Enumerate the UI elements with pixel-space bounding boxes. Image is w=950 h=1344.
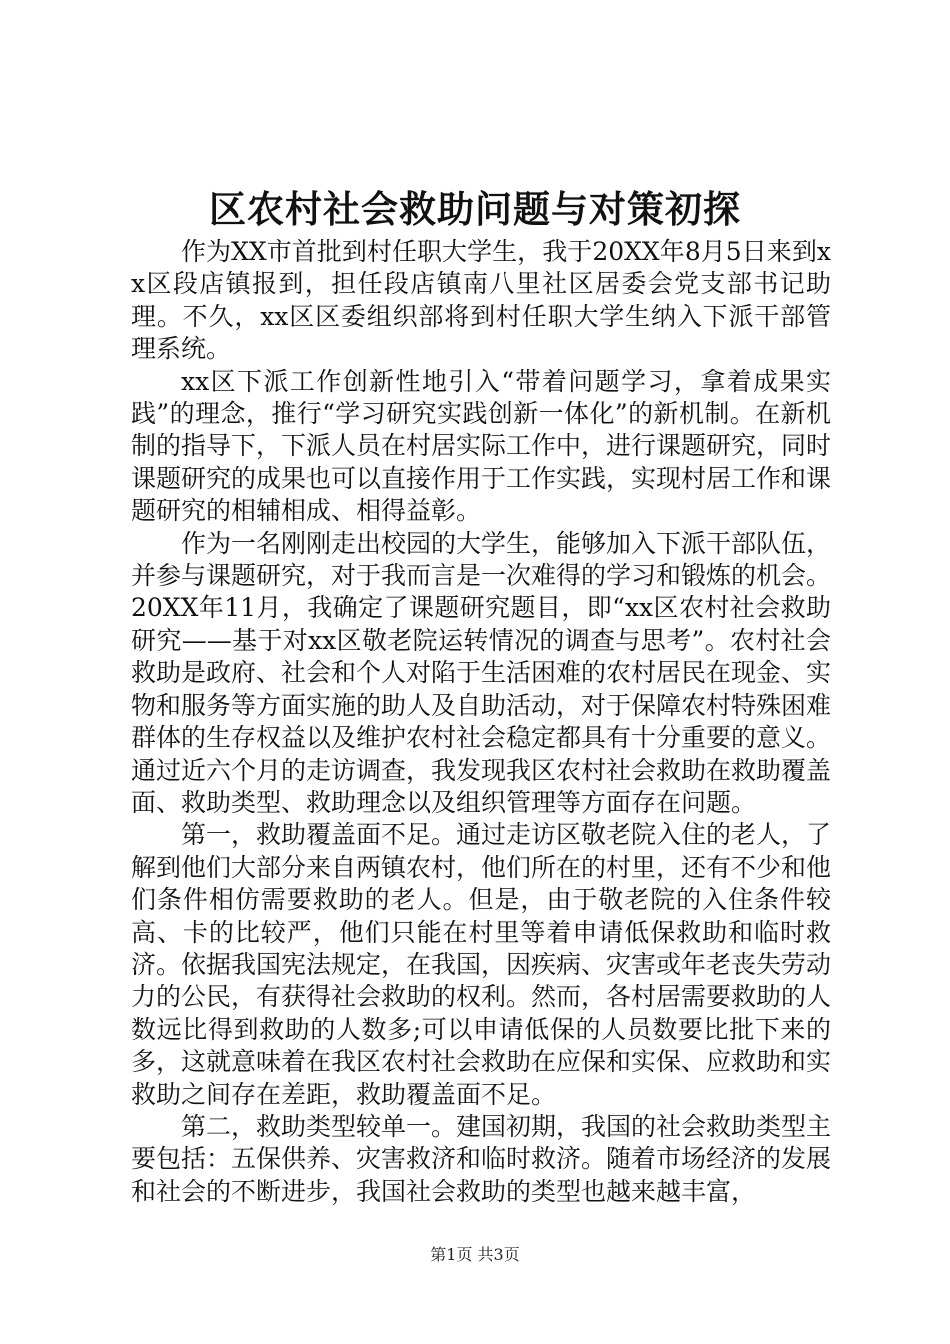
paragraph-2: xx区下派工作创新性地引入“带着问题学习，拿着成果实践”的理念，推行“学习研究实践创新一体化”的新机制。在新机制的指导下，下派人员在村居实际工作中，进行课题研究，同时课题研究的成果也可以直接作用于工作实践，实现村居工作和课题研究的相辅相成、相得益彰。 <box>131 366 832 526</box>
paragraph-5: 第二，救助类型较单一。建国初期，我国的社会救助类型主要包括：五保供养、灾害救济和临时救济。随着市场经济的发展和社会的不断进步，我国社会救助的类型也越来越丰富， <box>131 1111 832 1206</box>
paragraph-4: 第一，救助覆盖面不足。通过走访区敬老院入住的老人，了解到他们大部分来自两镇农村，他们所在的村里，还有不少和他们条件相仿需要救助的老人。但是，由于敬老院的入住条件较高、卡的比较严，他们只能在村里等着申请低保救助和临时救济。依据我国宪法规定，在我国，因疾病、灾害或年老丧失劳动力的公民，有获得社会救助的权利。然而，各村居需要救助的人数远比得到救助的人数多;可以申请低保的人员数要比批下来的多，这就意味着在我区农村社会救助在应保和实保、应救助和实救助之间存在差距，救助覆盖面不足。 <box>131 820 832 1109</box>
page-footer: 第1页 共3页 <box>430 1245 520 1264</box>
paragraph-1: 作为XX市首批到村任职大学生，我于20XX年8月5日来到xx区段店镇报到，担任段店镇南八里社区居委会党支部书记助理。不久，xx区区委组织部将到村任职大学生纳入下派干部管理系统。 <box>131 237 831 364</box>
document-title: 区农村社会救助问题与对策初探 <box>209 187 741 231</box>
document-body <box>131 236 831 1208</box>
paragraph-3: 作为一名刚刚走出校园的大学生，能够加入下派干部队伍，并参与课题研究，对于我而言是一次难得的学习和锻炼的机会。20XX年11月，我确定了课题研究题目，即“xx区农村社会救助研究——基于对xx区敬老院运转情况的调查与思考”。农村社会救助是政府、社会和个人对陷于生活困难的农村居民在现金、实物和服务等方面实施的助人及自助活动，对于保障农村特殊困难群体的生存权益以及维护农村社会稳定都具有十分重要的意义。通过近六个月的走访调查，我发现我区农村社会救助在救助覆盖面、救助类型、救助理念以及组织管理等方面存在问题。 <box>131 528 832 817</box>
